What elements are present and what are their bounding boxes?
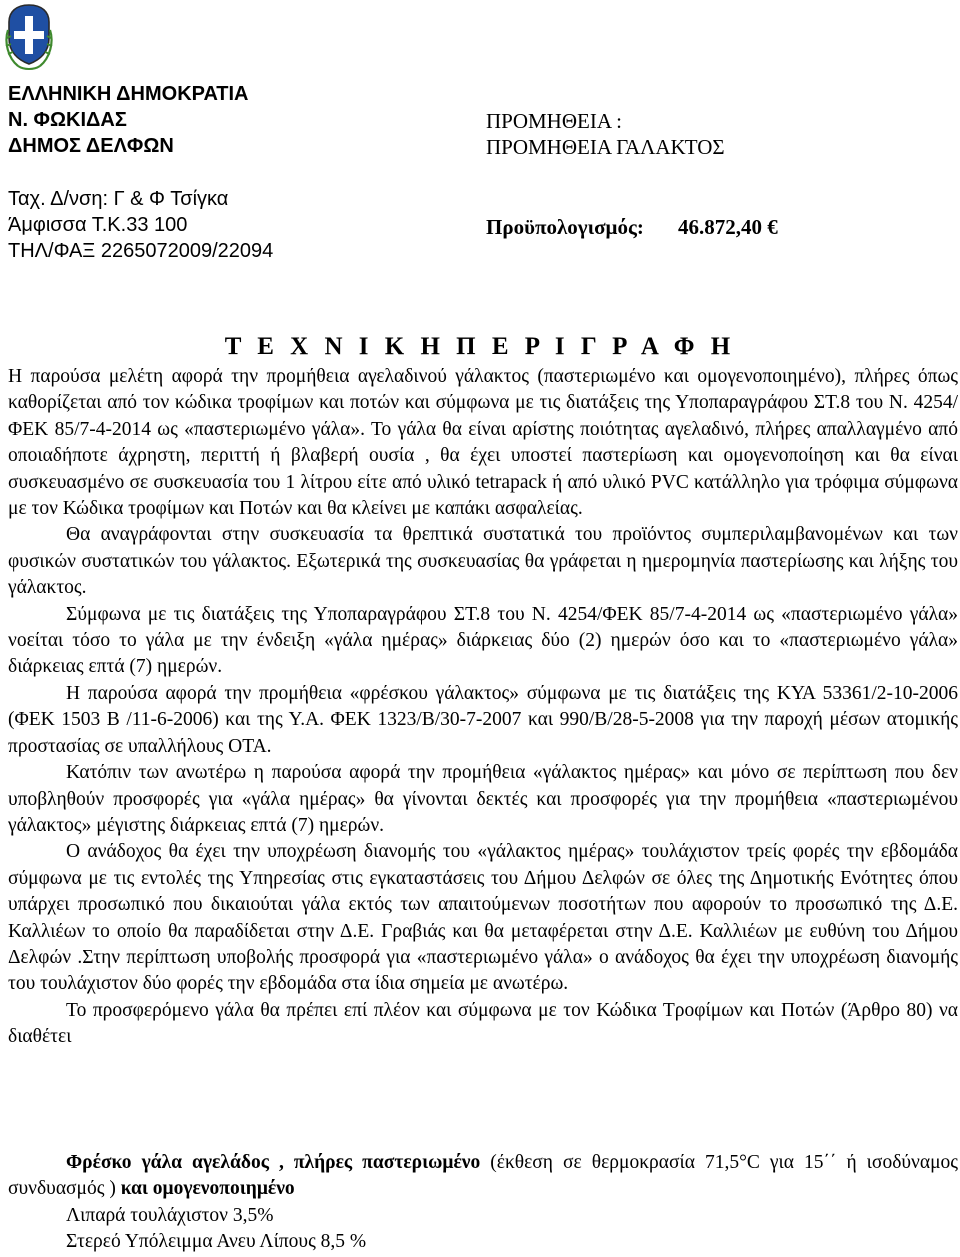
paragraph: Ο ανάδοχος θα έχει την υποχρέωση διανομής του «γάλακτος ημέρας» τουλάχιστον τρείς φορές την εβδομάδα σύμφωνα με τις εντολές της Υπηρεσίας στις εγκαταστάσεις του Δήμου Δελφών σε όλες της Δημοτικής Ενότητες όπου υπάρχει προσωπικό που δικαιούται γάλα εκτός των απαιτούμενων ποσοτήτων που αφορούν το προσωπικό της Δ.Ε. Καλλιέων το οποίο θα παραδίδεται στην Δ.Ε. Γραβιάς και θα μεταφέρεται στην Δ.Ε. Καλλιέων με ευθύνη του Δήμου Δελφών .Στην περίπτωση υποβολής προσφορά για «παστεριωμένο γάλα» ο ανάδοχος θα έχει την υποχρέωση διανομής του τουλάχιστον δύο φορές την εβδομάδα στα ίδια σημεία με ανωτέρω. [8,841,958,995]
procurement-value: ΠΡΟΜΗΘΕΙΑ ΓΑΛΑΚΤΟΣ [486,135,725,159]
document-title: Τ Ε Χ Ν Ι Κ Η Π Ε Ρ Ι Γ Ρ Α Φ Η [224,333,736,360]
paragraph: Θα αναγράφονται στην συσκευασία τα θρεπτικά συστατικά του προϊόντος συμπεριλαμβανομένων και των φυσικών συστατικών του γάλακτος. Εξωτερικά της συσκευασίας θα γράφεται η ημερομηνία παστερίωσης και λήξης του γάλακτος. [8,524,958,599]
greek-emblem-icon [4,2,54,72]
procurement-label: ΠΡΟΜΗΘΕΙΑ : [486,109,622,133]
spec-block [8,1150,958,1256]
paragraph: Η παρούσα αφορά την προμήθεια «φρέσκου γάλακτος» σύμφωνα με τις διατάξεις της ΚΥΑ 53361/2-10-2006 (ΦΕΚ 1503 Β /11-6-2006) και της Υ.Α. ΦΕΚ 1323/Β/30-7-2007 και 990/Β/28-5-2008 για την παροχή μέσων ατομικής προστασίας σε υπαλλήλους ΟΤΑ. [8,682,958,757]
budget-label: Προϋπολογισμός: [486,215,644,239]
address-line-2: Άμφισσα Τ.Κ.33 100 [8,214,188,236]
address-line-1: Ταχ. Δ/νση: Γ & Φ Τσίγκα [8,188,229,210]
spec-bold-2: και ομογενοποιημένο [120,1178,295,1200]
spec-solids: Στερεό Υπόλειμμα Ανευ Λίπους 8,5 % [66,1231,367,1253]
paragraph: Το προσφερόμενο γάλα θα πρέπει επί πλέον και σύμφωνα με τον Κώδικα Τροφίμων και Ποτών (Άρθρο 80) να διαθέτει [8,999,958,1048]
spec-fat: Λιπαρά τουλάχιστον 3,5% [66,1204,274,1226]
spec-bold-1: Φρέσκο γάλα αγελάδος , πλήρες παστεριωμένο [66,1152,481,1173]
municipality-name: ΔΗΜΟΣ ΔΕΛΦΩΝ [8,135,174,157]
budget-value: 46.872,40 € [678,215,778,239]
paragraph: Σύμφωνα με τις διατάξεις της Υποπαραγράφου ΣΤ.8 του Ν. 4254/ΦΕΚ 85/7-4-2014 ως «παστεριωμένο γάλα» νοείται τόσο το γάλα με την ένδειξη «γάλα ημέρας» διάρκειας δύο (2) ημερών όσο και το «παστεριωμένο γάλα» διάρκειας επτά (7) ημερών. [8,603,958,678]
paragraph: Η παρούσα μελέτη αφορά την προμήθεια αγελαδινού γάλακτος (παστεριωμένο και ομογενοποιημένο), πλήρες όπως καθορίζεται από τον κώδικα τροφίμων και ποτών και σύμφωνα με τις διατάξεις της Υποπαραγράφου ΣΤ.8 του Ν. 4254/ΦΕΚ 85/7-4-2014 ως «παστεριωμένο γάλα». Το γάλα θα είναι αρίστης ποιότητας αγελαδινό, πλήρες απαλλαγμένο από οποιαδήποτε άχρηστη, περιττή ή βλαβερή ουσία , θα έχει υποστεί παστερίωση και ομογενοποίηση και θα είναι συσκευασμένο σε συσκευασία του 1 λίτρου είτε από υλικό tetrapack ή από υλικό PVC κατάλληλο για τρόφιμα σύμφωνα με τον Κώδικα τροφίμων και Ποτών και θα κλείνει με καπάκι ασφαλείας. [8,366,958,520]
paragraph: Κατόπιν των ανωτέρω η παρούσα αφορά την προμήθεια «γάλακτος ημέρας» και μόνο σε περίπτωση που δεν υποβληθούν προσφορές για «γάλα ημέρας» θα γίνονται δεκτές και προσφορές για την προμήθεια «παστεριωμένου γάλακτος» μέγιστης διάρκειας επτά (7) ημερών. [8,762,958,836]
phone-fax: ΤΗΛ/ΦΑΞ 2265072009/22094 [8,240,274,262]
spec-normal-1: (έκθεση σε θερμοκρασία 71,5°C για 15΄΄ ή ισοδύναμος συνδυασμός ) [8,1152,958,1200]
country-name: ΕΛΛΗΝΙΚΗ ΔΗΜΟΚΡΑΤΙΑ [8,83,249,105]
document-body [8,364,958,1051]
prefecture-name: Ν. ΦΩΚΙΔΑΣ [8,109,127,131]
spec-line-1 [8,1150,958,1203]
